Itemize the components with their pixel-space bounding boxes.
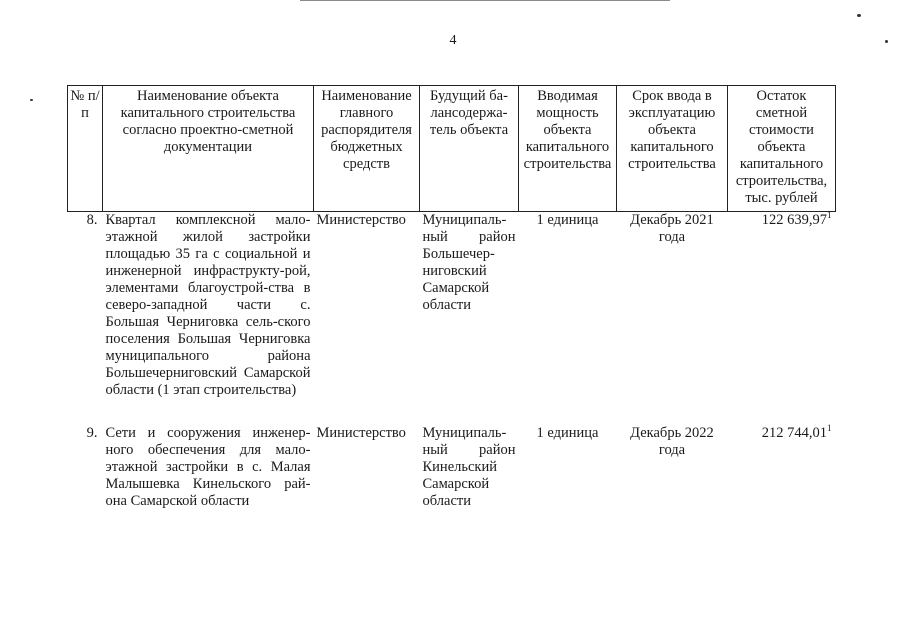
scan-speck	[30, 99, 33, 101]
row-number: 9.	[86, 425, 98, 441]
page-number: 4	[449, 33, 457, 48]
header-object-name: Наименование объекта капитального строительства согласно проектно-сметной документации	[103, 86, 314, 212]
row-remaining-cost	[728, 425, 836, 510]
header-remaining-cost: Остаток сметной стоимости объекта капитального строительства, тыс. рублей	[728, 86, 836, 212]
top-rule	[300, 0, 670, 3]
row-number: 8.	[86, 212, 98, 228]
header-future-holder: Будущий ба-лансодержа-тель объекта	[420, 86, 519, 212]
row-budget-manager: Министерство	[316, 212, 406, 228]
row-commissioning-term: Декабрь 2021 года	[630, 212, 714, 245]
row-object-name: Квартал комплексной мало-этажной жилой застройки площадью 35 га с социальной и инженерной инфраструкту-рой, элементами благоустрой-ства в северо-западной части с. Большая Черниговка сель-ского поселения Большая Черниговка муниципального района Большечерниговский Самарской области (1 этап строительства)	[105, 212, 311, 398]
row-object-name: Сети и сооружения инженер-ного обеспечения для мало-этажной застройки в с. Малая Малышевка Кинельского рай-она Самарской области	[105, 425, 311, 509]
cost-value: 212 744,01	[761, 425, 827, 441]
row-future-holder: Муниципаль-ный район Кинельский Самарской области	[422, 425, 516, 509]
scan-speck	[857, 14, 861, 17]
row-budget-manager: Министерство	[316, 425, 406, 441]
header-commissioning-term: Срок ввода в эксплуатацию объекта капитального строительства	[617, 86, 728, 212]
row-future-holder: Муниципаль-ный район Большечер-ниговский Самарской области	[422, 212, 516, 313]
footnote-marker: 1	[827, 423, 832, 434]
objects-table	[67, 85, 836, 510]
scan-speck	[885, 40, 888, 43]
row-commissioning-term: Декабрь 2022 года	[630, 425, 714, 458]
header-number: № п/п	[68, 86, 103, 212]
cost-value: 122 639,97	[761, 212, 827, 228]
footnote-marker: 1	[827, 210, 832, 221]
table-row	[68, 212, 836, 426]
table-header-row	[68, 86, 836, 212]
row-capacity: 1 единица	[536, 425, 599, 441]
row-capacity: 1 единица	[536, 212, 599, 228]
header-budget-manager: Наименование главного распорядителя бюджетных средств	[314, 86, 420, 212]
header-capacity: Вводимая мощность объекта капитального строительства	[519, 86, 617, 212]
table-row	[68, 425, 836, 510]
row-remaining-cost	[728, 212, 836, 426]
